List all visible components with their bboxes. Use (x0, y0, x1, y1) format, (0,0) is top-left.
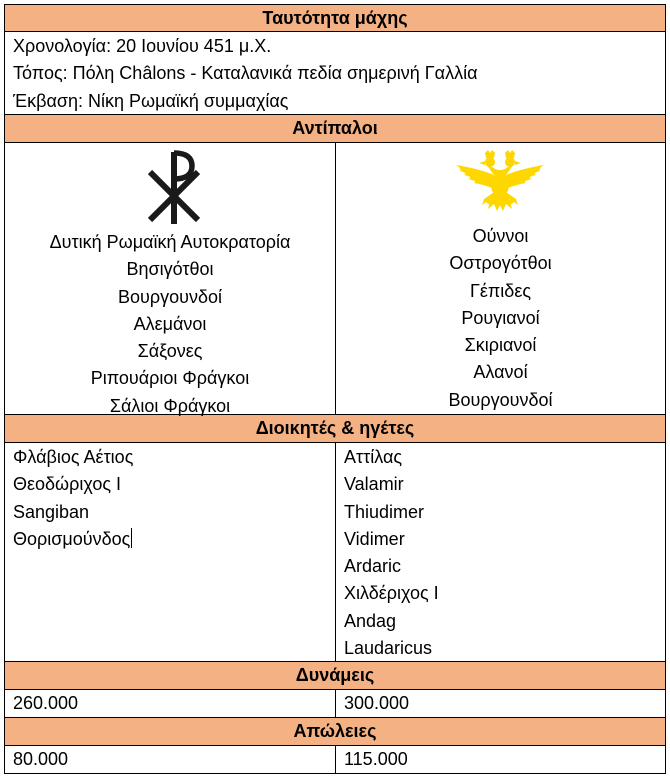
right-leader-3: Thiudimer (344, 501, 425, 522)
opponents-header-text: Αντίπαλοι (292, 118, 378, 138)
right-opponent-1: Ούννοι (472, 226, 529, 246)
right-leader-7: Andag (344, 610, 397, 631)
losses-right (336, 746, 665, 773)
date-line: Χρονολογία: 20 Ιουνίου 451 μ.Χ. (13, 36, 272, 56)
right-leader-4: Vidimer (344, 528, 405, 549)
opponents-right (336, 143, 665, 414)
opponents-left (5, 143, 336, 414)
left-leader-4: Θορισμούνδος (13, 528, 131, 549)
place-line: Τόπος: Πόλη Châlons - Καταλανικά πεδία σημερινή Γαλλία (13, 63, 478, 84)
opponents-header (5, 115, 665, 143)
left-leader-3: Sangiban (13, 501, 90, 522)
left-opponent-6: Ριπουάριοι Φράγκοι (90, 368, 250, 389)
text-cursor (131, 528, 132, 548)
forces-header (5, 662, 665, 690)
left-opponent-2: Βησιγότθοι (126, 259, 214, 280)
identity-header-text: Ταυτότητα μάχης (262, 7, 408, 28)
golden-double-headed-eagle-icon (336, 143, 665, 223)
right-leader-6: Χιλδέριχος Ι (344, 583, 439, 604)
left-opponent-1: Δυτική Ρωμαϊκή Αυτοκρατορία (49, 232, 291, 252)
left-opponent-5: Σάξονες (137, 341, 203, 362)
forces-header-text: Δυνάμεις (295, 665, 375, 685)
losses-section (5, 746, 665, 773)
identity-header (5, 5, 665, 32)
left-opponent-4: Αλεμάνοι (133, 313, 207, 334)
forces-right-value: 300.000 (344, 693, 410, 713)
losses-left (5, 746, 336, 773)
losses-left-value: 80.000 (13, 749, 69, 769)
right-opponent-4: Ρουγιανοί (461, 307, 540, 328)
identity-section (5, 32, 665, 115)
right-opponent-5: Σκιριανοί (464, 335, 537, 356)
right-opponent-2: Οστρογότθοι (449, 253, 552, 274)
leaders-section (5, 443, 665, 662)
leaders-header-text: Διοικητές & ηγέτες (255, 418, 415, 438)
right-opponent-6: Αλανοί (473, 362, 528, 383)
left-leader-2: Θεοδώριχος Ι (13, 474, 121, 495)
right-opponent-3: Γέπιδες (469, 280, 532, 301)
left-leader-1: Φλάβιος Αέτιος (13, 447, 134, 467)
losses-header-text: Απώλειες (293, 721, 377, 741)
right-leader-1: Αττίλας (344, 447, 403, 467)
opponents-section (5, 143, 665, 415)
right-leader-2: Valamir (344, 474, 404, 495)
leaders-left (5, 443, 336, 661)
battle-info-table (4, 4, 666, 774)
right-leader-8: Laudaricus (344, 638, 433, 659)
leaders-right (336, 443, 665, 661)
losses-right-value: 115.000 (344, 749, 408, 769)
left-opponent-7: Σάλιοι Φράγκοι (109, 395, 231, 416)
chi-rho-icon (5, 143, 335, 229)
forces-left-value: 260.000 (13, 693, 79, 713)
right-opponent-7: Βουργουνδοί (448, 389, 553, 410)
forces-right (336, 690, 665, 717)
left-opponent-3: Βουργουνδοί (118, 286, 222, 307)
forces-left (5, 690, 336, 717)
losses-header (5, 718, 665, 746)
left-leader-4-row[interactable] (5, 526, 335, 553)
right-leader-5: Ardaric (344, 556, 402, 577)
forces-section (5, 690, 665, 718)
outcome-line: Έκβαση: Νίκη Ρωμαϊκή συμμαχίας (13, 90, 289, 111)
